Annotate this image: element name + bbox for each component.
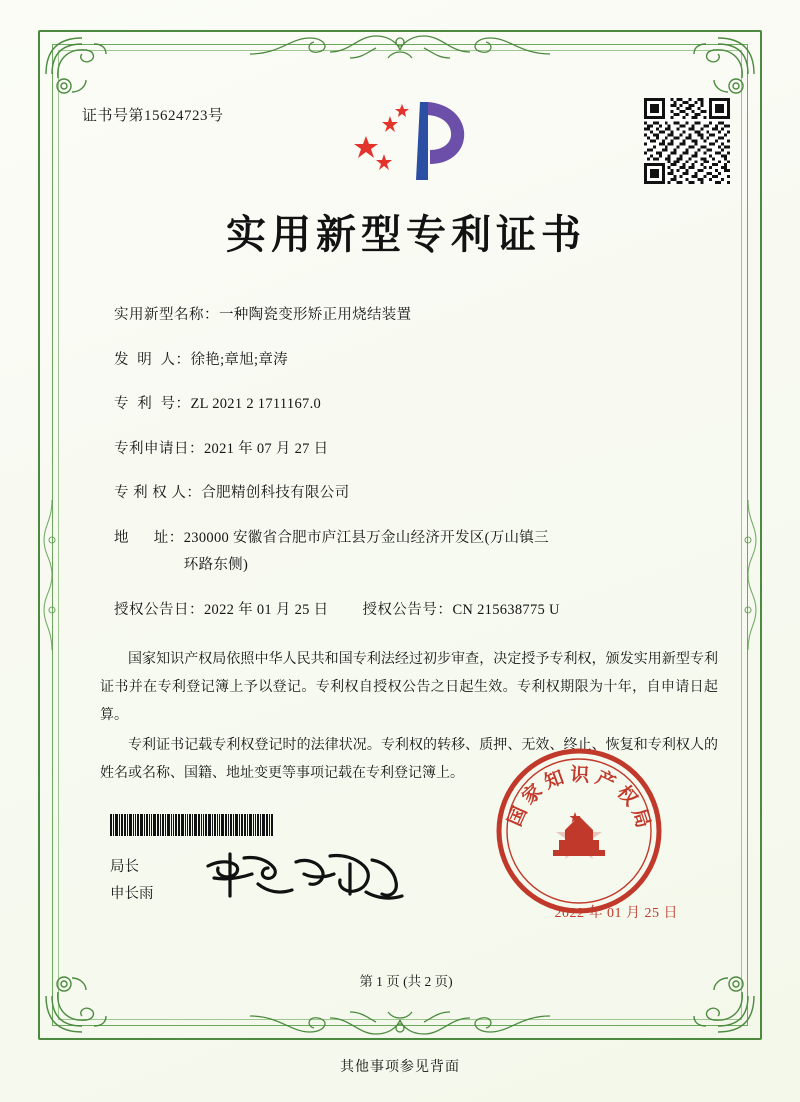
field-label: 专 利 权 人： [114, 485, 202, 502]
field-row-utility-model-name [114, 302, 730, 330]
bottom-ornament-icon [250, 1008, 550, 1042]
field-value: ZL 2021 2 1711167.0 [190, 396, 322, 413]
footer-note: 其他事项参见背面 [340, 1060, 460, 1075]
field-value-grant-number: CN 215638775 U [452, 601, 560, 618]
field-value-address [184, 525, 730, 580]
svg-text:国家知识产权局: 国家知识产权局 [504, 764, 655, 836]
qr-code [644, 98, 730, 184]
field-label: 专 利 号： [114, 396, 191, 413]
fields-list [82, 302, 730, 624]
field-row-address [114, 525, 730, 580]
top-ornament-icon [250, 28, 550, 62]
cnipa-logo-icon [348, 94, 484, 190]
field-label: 专利申请日： [114, 440, 204, 457]
field-row-patentee [114, 480, 730, 508]
certificate-number: 证书号第15624723号 [82, 108, 224, 124]
field-value-grant-date: 2022 年 01 月 25 日 [204, 601, 329, 618]
signature-name: 申长雨 [110, 886, 154, 903]
field-row-patent-number [114, 391, 730, 419]
field-label: 地 址： [114, 529, 184, 546]
field-value: 一种陶瓷变形矫正用烧结装置 [219, 307, 412, 323]
seal-date: 2022 年 01 月 25 日 [554, 906, 678, 921]
field-value: 徐艳;章旭;章涛 [190, 351, 288, 368]
signature-block [110, 854, 154, 908]
field-row-inventors [114, 347, 730, 375]
certificate-content [82, 80, 730, 1012]
address-line-1: 230000 安徽省合肥市庐江县万金山经济开发区(万山镇三 [183, 529, 549, 546]
address-line-2: 环路东侧) [183, 557, 249, 574]
field-label: 实用新型名称： [114, 307, 219, 323]
side-ornament-icon [40, 500, 70, 650]
page-indicator: 第 1 页 (共 2 页) [359, 974, 453, 989]
field-value: 合肥精创科技有限公司 [201, 485, 350, 502]
official-seal [494, 746, 664, 916]
field-row-grant-announcement [114, 597, 730, 625]
field-value: 2021 年 07 月 27 日 [204, 440, 329, 457]
legal-paragraph-1: 国家知识产权局依照中华人民共和国专利法经过初步审查，决定授予专利权，颁发实用新型专利证书并在专利登记簿上予以登记。专利权自授权公告之日起生效。专利权期限为十年，自申请日起算。 [100, 652, 718, 724]
field-label-grant-number: 授权公告号： [362, 601, 453, 618]
signature-role-label: 局长 [110, 859, 139, 876]
handwritten-signature [200, 844, 410, 912]
field-label-grant-date: 授权公告日： [114, 601, 204, 618]
legal-paragraph-2: 专利证书记载专利权登记时的法律状况。专利权的转移、质押、无效、终止、恢复和专利权人的姓名或名称、国籍、地址变更等事项记载在专利登记簿上。 [100, 738, 718, 782]
field-row-application-date [114, 436, 730, 464]
side-ornament-icon [730, 500, 760, 650]
page-title: 实用新型专利证书 [226, 212, 586, 257]
field-label: 发 明 人： [114, 351, 191, 368]
barcode [110, 814, 310, 836]
